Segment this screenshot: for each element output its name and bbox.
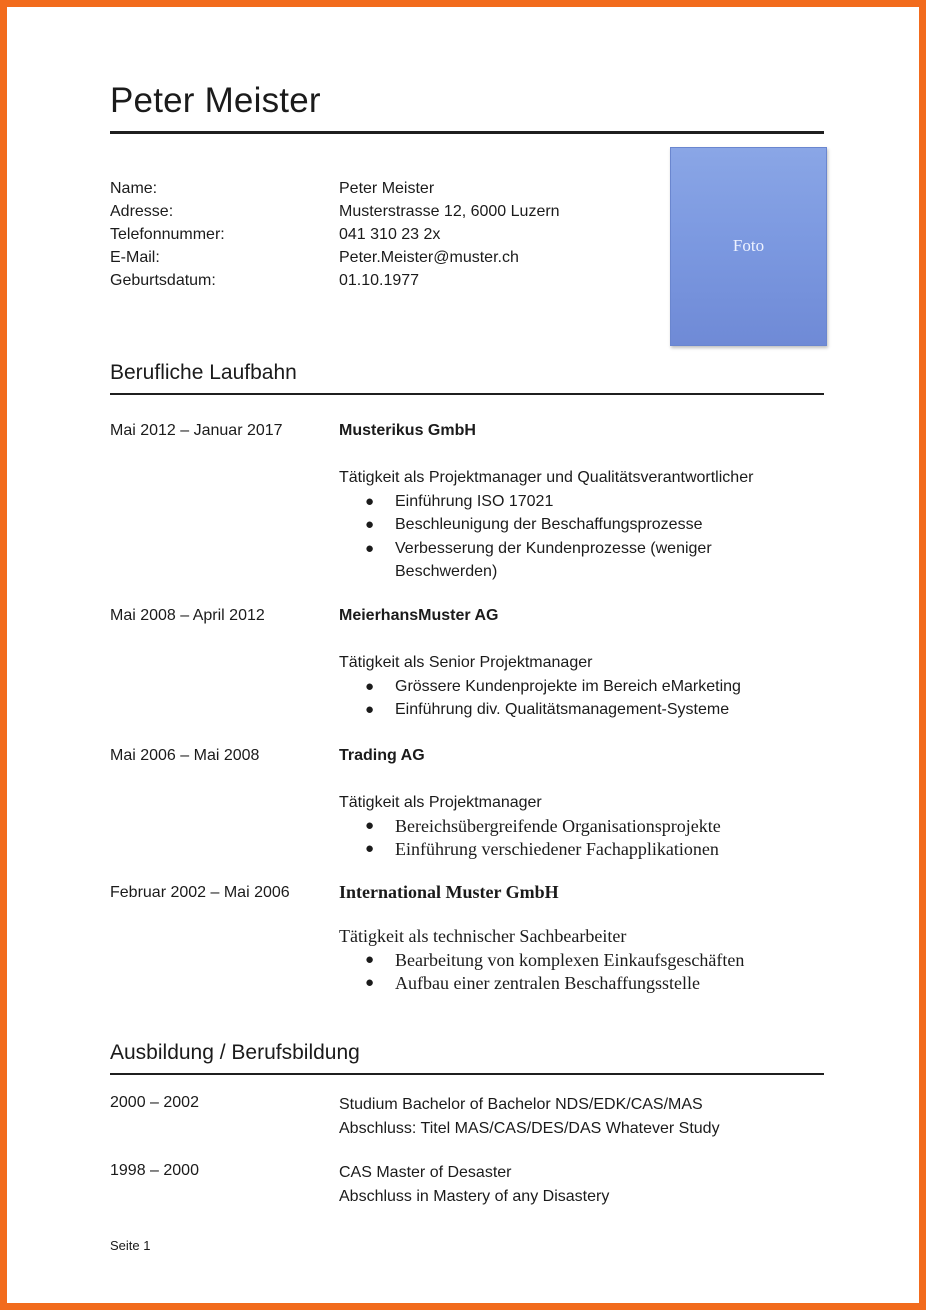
title-rule xyxy=(110,131,824,134)
career-rule xyxy=(110,393,824,395)
list-item: ● Einführung ISO 17021 xyxy=(339,490,819,514)
value-address: Musterstrasse 12, 6000 Luzern xyxy=(339,203,560,220)
career-company: International Muster GmbH xyxy=(339,882,559,902)
list-item: ● Einführung div. Qualitätsmanagement-Systeme xyxy=(339,698,819,722)
career-bullet-list xyxy=(339,815,819,862)
list-item: ● Bereichsübergreifende Organisationsprojekte xyxy=(339,815,819,839)
label-phone: Telefonnummer: xyxy=(110,226,225,243)
cv-page xyxy=(7,7,919,1303)
career-bullet-list xyxy=(339,675,819,722)
bullet-icon: ● xyxy=(365,677,375,695)
list-item: ● Aufbau einer zentralen Beschaffungsstelle xyxy=(339,972,819,996)
career-company: Musterikus GmbH xyxy=(339,422,476,439)
education-rule xyxy=(110,1073,824,1075)
list-item: ● Beschleunigung der Beschaffungsprozesse xyxy=(339,513,819,537)
bullet-icon: ● xyxy=(365,539,375,557)
value-phone: 041 310 23 2x xyxy=(339,226,441,243)
value-email: Peter.Meister@muster.ch xyxy=(339,249,519,266)
education-line: CAS Master of Desaster xyxy=(339,1164,512,1181)
page-number: Seite 1 xyxy=(110,1238,151,1253)
education-period: 1998 – 2000 xyxy=(110,1162,199,1179)
education-line: Abschluss in Mastery of any Disastery xyxy=(339,1187,610,1205)
career-role: Tätigkeit als Projektmanager xyxy=(339,794,542,811)
career-entry-body xyxy=(339,466,819,584)
career-company: MeierhansMuster AG xyxy=(339,607,499,624)
label-birthdate: Geburtsdatum: xyxy=(110,272,216,289)
career-entry-body xyxy=(339,791,819,862)
list-item: ● Grössere Kundenprojekte im Bereich eMarketing xyxy=(339,675,819,699)
education-entry xyxy=(339,1093,720,1140)
personal-labels xyxy=(110,177,225,292)
bullet-icon: ● xyxy=(365,951,375,968)
career-role: Tätigkeit als Projektmanager und Qualitätsverantwortlicher xyxy=(339,469,754,486)
bullet-icon: ● xyxy=(365,841,375,857)
label-address: Adresse: xyxy=(110,203,174,220)
career-role: Tätigkeit als technischer Sachbearbeiter xyxy=(339,926,627,946)
career-entry-body xyxy=(339,651,819,722)
value-name: Peter Meister xyxy=(339,180,435,197)
career-heading: Berufliche Laufbahn xyxy=(110,361,297,384)
education-line: Studium Bachelor of Bachelor NDS/EDK/CAS/MAS xyxy=(339,1096,703,1113)
personal-values xyxy=(339,177,560,292)
education-heading: Ausbildung / Berufsbildung xyxy=(110,1041,360,1064)
career-bullet-list xyxy=(339,490,819,584)
career-period: Mai 2006 – Mai 2008 xyxy=(110,747,260,764)
bullet-icon: ● xyxy=(365,492,375,510)
career-bullet-list xyxy=(339,949,819,996)
education-line: Abschluss: Titel MAS/CAS/DES/DAS Whatever Study xyxy=(339,1119,720,1137)
photo-placeholder xyxy=(670,147,827,346)
career-company: Trading AG xyxy=(339,747,425,764)
value-birthdate: 01.10.1977 xyxy=(339,272,420,289)
label-email: E-Mail: xyxy=(110,249,160,266)
education-entry xyxy=(339,1161,609,1208)
career-entry-body xyxy=(339,925,819,996)
career-role: Tätigkeit als Senior Projektmanager xyxy=(339,654,593,671)
label-name: Name: xyxy=(110,180,158,197)
bullet-icon: ● xyxy=(365,516,375,533)
bullet-icon: ● xyxy=(365,975,375,991)
cv-title: Peter Meister xyxy=(110,81,321,120)
list-item: ● Bearbeitung von komplexen Einkaufsgeschäften xyxy=(339,949,819,973)
career-period: Mai 2008 – April 2012 xyxy=(110,607,265,624)
photo-label: Foto xyxy=(732,236,765,255)
career-period: Februar 2002 – Mai 2006 xyxy=(110,884,290,901)
bullet-icon: ● xyxy=(365,701,375,718)
education-period: 2000 – 2002 xyxy=(110,1094,199,1111)
list-item: ● Einführung verschiedener Fachapplikationen xyxy=(339,838,819,862)
bullet-icon: ● xyxy=(365,817,375,834)
career-period: Mai 2012 – Januar 2017 xyxy=(110,422,283,439)
list-item: ● Verbesserung der Kundenprozesse (weniger Beschwerden) xyxy=(339,537,740,584)
